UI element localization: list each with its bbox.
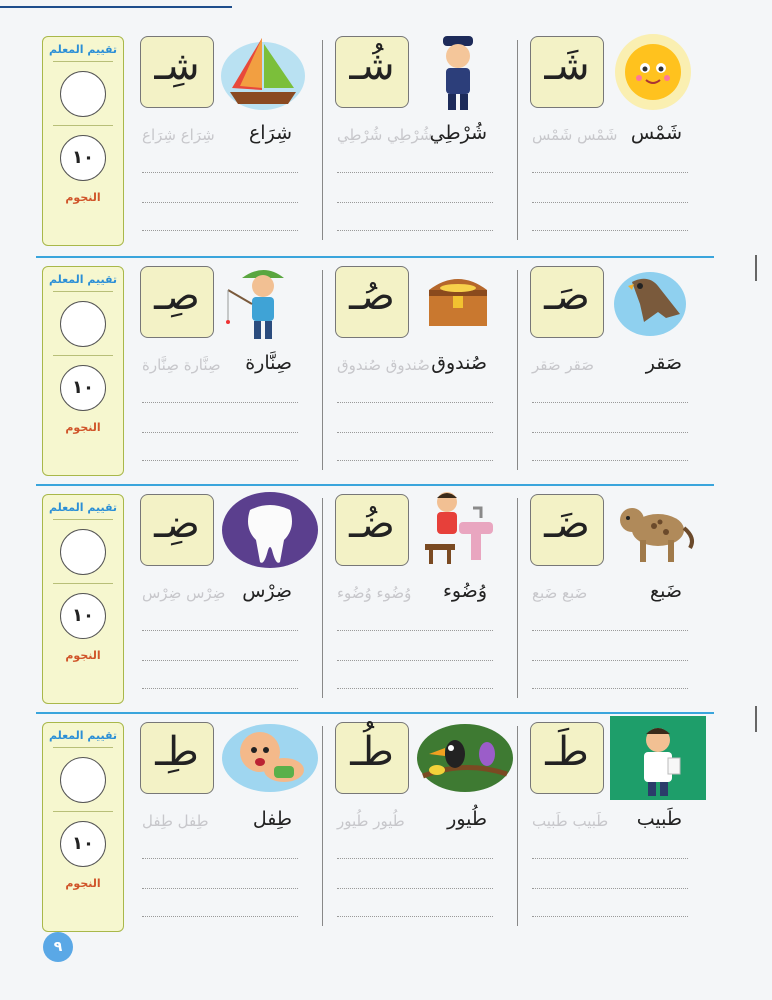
letter-form: ضِـ [154, 501, 200, 547]
stars-label: النجوم [65, 421, 101, 434]
writing-line[interactable] [532, 172, 688, 173]
binding-mark [755, 706, 763, 732]
divider [53, 61, 113, 62]
score-value: ١٠ [72, 377, 94, 398]
writing-line[interactable] [337, 172, 493, 173]
column-divider [322, 726, 323, 926]
writing-line[interactable] [142, 202, 298, 203]
writing-line[interactable] [532, 916, 688, 917]
letter-card [335, 722, 409, 794]
letter-card [140, 494, 214, 566]
letter-cell [325, 722, 505, 932]
writing-line[interactable] [337, 230, 493, 231]
letter-card [140, 266, 214, 338]
tracing-word: شُرْطِي شُرْطِي [337, 126, 433, 144]
letter-cell [130, 494, 310, 704]
letter-form: صَـ [544, 273, 590, 319]
ablution-boy-icon [415, 488, 501, 572]
writing-line[interactable] [142, 460, 298, 461]
writing-line[interactable] [532, 688, 688, 689]
sun-icon [610, 30, 696, 114]
score-circle [60, 593, 106, 639]
divider [53, 125, 113, 126]
letter-form: ضَـ [544, 501, 590, 547]
teacher-evaluation-panel [42, 722, 124, 932]
example-word: صَقر [645, 352, 682, 374]
letter-card [530, 266, 604, 338]
letter-cell [130, 266, 310, 476]
letter-cell [520, 266, 700, 476]
teacher-evaluation-panel [42, 36, 124, 246]
letter-card [530, 722, 604, 794]
page-number: ٩ [43, 932, 73, 962]
letter-card [530, 494, 604, 566]
writing-line[interactable] [337, 858, 493, 859]
writing-line[interactable] [142, 402, 298, 403]
writing-line[interactable] [142, 916, 298, 917]
writing-line[interactable] [532, 858, 688, 859]
divider [53, 291, 113, 292]
row-separator [36, 484, 714, 486]
letter-cell [130, 722, 310, 932]
baby-icon [220, 716, 306, 800]
letter-cell [325, 494, 505, 704]
column-divider [517, 726, 518, 926]
score-value: ١٠ [72, 833, 94, 854]
writing-line[interactable] [337, 402, 493, 403]
divider [53, 355, 113, 356]
example-word: ضَبع [650, 580, 682, 602]
fishing-boy-icon [220, 260, 306, 344]
example-word: صِنَّارة [245, 352, 292, 374]
tracing-word: ضِرْس ضِرْس [142, 584, 226, 602]
writing-line[interactable] [142, 660, 298, 661]
example-word: طَبيب [636, 808, 682, 830]
letter-form: ضُـ [349, 501, 395, 547]
writing-line[interactable] [337, 916, 493, 917]
tracing-word: صَقر صَقر [532, 356, 594, 374]
score-circle [60, 135, 106, 181]
writing-line[interactable] [142, 230, 298, 231]
letter-card [335, 266, 409, 338]
grade-circle[interactable] [60, 71, 106, 117]
exercise-row [0, 36, 772, 254]
exercise-row [0, 266, 772, 484]
writing-line[interactable] [532, 660, 688, 661]
top-rule [0, 6, 232, 8]
letter-form: شِـ [154, 43, 200, 89]
letter-form: شُـ [349, 43, 395, 89]
police-officer-icon [415, 30, 501, 114]
tracing-word: طَبيب طَبيب [532, 812, 609, 830]
tracing-word: شَمْس شَمْس [532, 126, 618, 144]
tracing-word: طِفل طِفل [142, 812, 209, 830]
evaluation-title: تقييم المعلم [48, 273, 118, 286]
example-word: شِرَاع [248, 122, 292, 144]
grade-circle[interactable] [60, 301, 106, 347]
stars-label: النجوم [65, 649, 101, 662]
score-value: ١٠ [72, 605, 94, 626]
letter-cell [520, 494, 700, 704]
writing-line[interactable] [532, 202, 688, 203]
column-divider [517, 40, 518, 240]
writing-line[interactable] [142, 172, 298, 173]
example-word: شَمْس [630, 122, 682, 144]
treasure-chest-icon [415, 260, 501, 344]
divider [53, 747, 113, 748]
letter-form: صِـ [154, 273, 200, 319]
stars-label: النجوم [65, 877, 101, 890]
writing-line[interactable] [142, 888, 298, 889]
example-word: طِفل [252, 808, 292, 830]
column-divider [322, 498, 323, 698]
row-separator [36, 712, 714, 714]
grade-circle[interactable] [60, 529, 106, 575]
letter-form: شَـ [544, 43, 590, 89]
divider [53, 811, 113, 812]
example-word: شُرْطِي [429, 122, 487, 144]
writing-line[interactable] [532, 230, 688, 231]
writing-line[interactable] [532, 460, 688, 461]
writing-line[interactable] [142, 858, 298, 859]
birds-icon [415, 716, 501, 800]
tracing-word: صِنَّارة صِنَّارة [142, 356, 221, 374]
tracing-word: شِرَاع شِرَاع [142, 126, 215, 144]
score-value: ١٠ [72, 147, 94, 168]
writing-line[interactable] [337, 660, 493, 661]
stars-label: النجوم [65, 191, 101, 204]
falcon-icon [610, 260, 696, 344]
evaluation-title: تقييم المعلم [48, 729, 118, 742]
letter-card [140, 36, 214, 108]
writing-line[interactable] [532, 402, 688, 403]
letter-form: طَـ [545, 729, 589, 775]
writing-line[interactable] [142, 630, 298, 631]
writing-line[interactable] [532, 888, 688, 889]
tracing-word: طُيور طُيور [337, 812, 405, 830]
exercise-row [0, 494, 772, 712]
column-divider [322, 270, 323, 470]
writing-line[interactable] [532, 630, 688, 631]
letter-card [335, 494, 409, 566]
letter-card [335, 36, 409, 108]
writing-line[interactable] [337, 432, 493, 433]
writing-line[interactable] [532, 432, 688, 433]
grade-circle[interactable] [60, 757, 106, 803]
writing-line[interactable] [337, 460, 493, 461]
example-word: ضِرْس [242, 580, 292, 602]
score-circle [60, 365, 106, 411]
column-divider [517, 498, 518, 698]
writing-line[interactable] [337, 202, 493, 203]
hyena-icon [610, 488, 696, 572]
score-circle [60, 821, 106, 867]
letter-form: صُـ [349, 273, 395, 319]
binding-mark [755, 255, 763, 281]
example-word: وُضُوء [442, 580, 487, 602]
divider [53, 583, 113, 584]
letter-card [140, 722, 214, 794]
divider [53, 519, 113, 520]
letter-cell [520, 36, 700, 246]
exercise-row [0, 722, 772, 940]
letter-form: طُـ [350, 729, 394, 775]
letter-cell [325, 36, 505, 246]
row-separator [36, 256, 714, 258]
writing-line[interactable] [337, 630, 493, 631]
example-word: صُندوق [431, 352, 487, 374]
letter-form: طِـ [155, 729, 199, 775]
column-divider [322, 40, 323, 240]
letter-cell [325, 266, 505, 476]
example-word: طُيور [447, 808, 487, 830]
tracing-word: وُضُوء وُضُوء [337, 584, 412, 602]
evaluation-title: تقييم المعلم [48, 501, 118, 514]
tracing-word: صُندوق صُندوق [337, 356, 430, 374]
teacher-evaluation-panel [42, 494, 124, 704]
writing-line[interactable] [142, 432, 298, 433]
writing-line[interactable] [337, 888, 493, 889]
sailboat-icon [220, 30, 306, 114]
doctor-icon [610, 716, 696, 800]
writing-line[interactable] [337, 688, 493, 689]
teacher-evaluation-panel [42, 266, 124, 476]
letter-card [530, 36, 604, 108]
tooth-icon [220, 488, 306, 572]
writing-line[interactable] [142, 688, 298, 689]
letter-cell [130, 36, 310, 246]
tracing-word: ضَبع ضَبع [532, 584, 588, 602]
evaluation-title: تقييم المعلم [48, 43, 118, 56]
letter-cell [520, 722, 700, 932]
column-divider [517, 270, 518, 470]
